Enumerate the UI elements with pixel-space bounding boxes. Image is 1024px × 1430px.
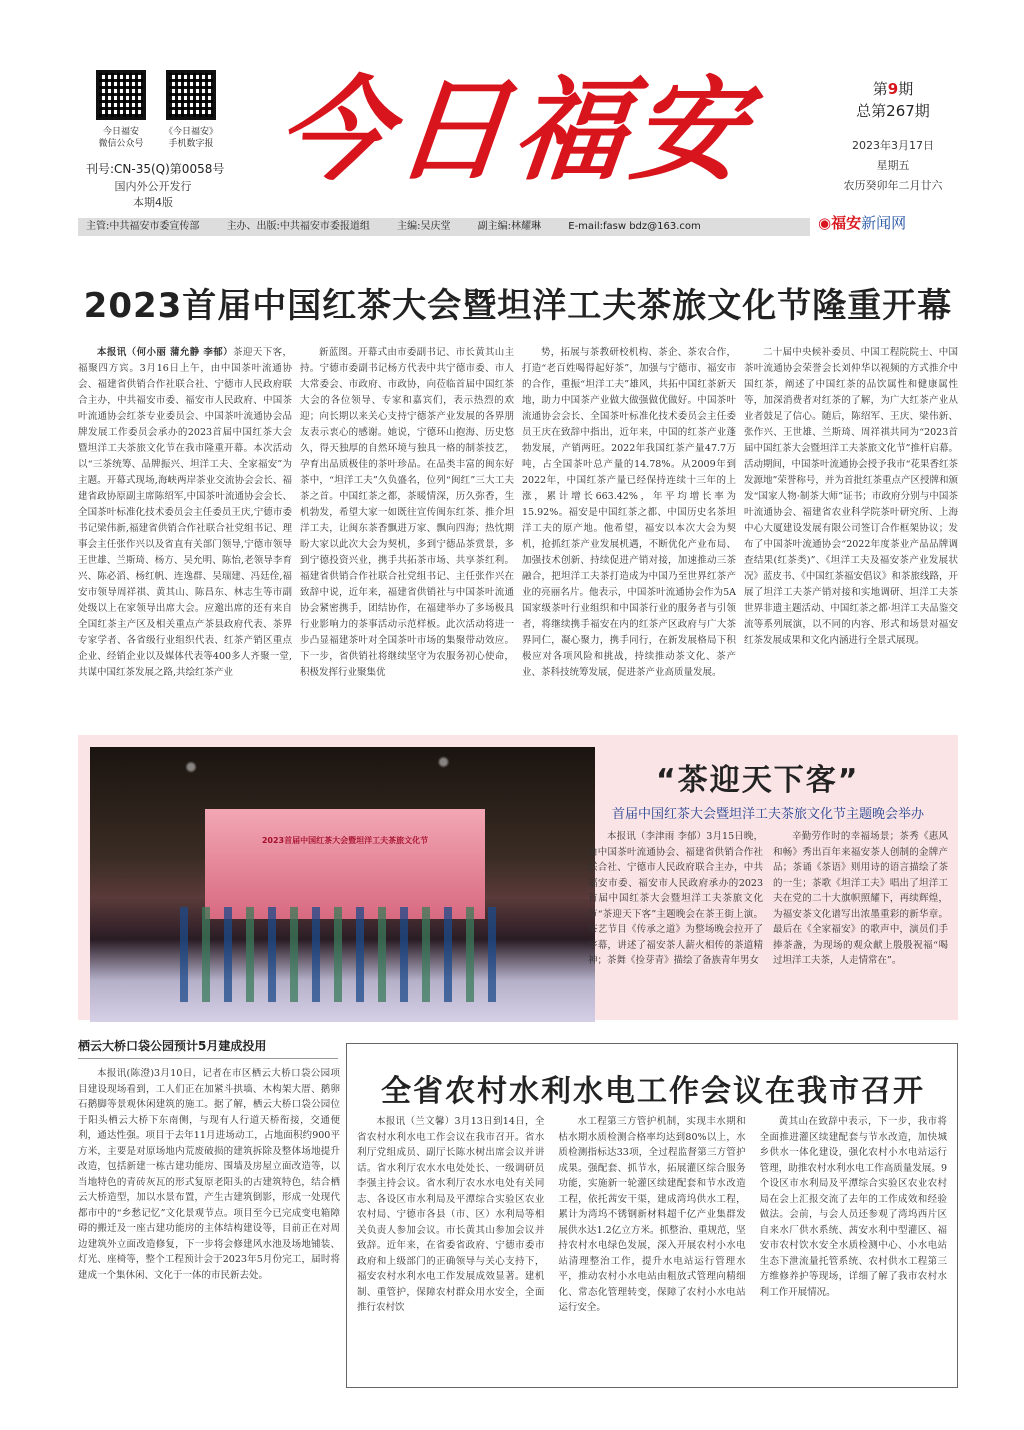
stage-lights [90, 747, 595, 797]
issue-info [828, 78, 958, 196]
issn: 刊号:CN-35(Q)第0058号 [86, 162, 225, 176]
main-article-column: 二十届中央候补委员、中国工程院院士、中国茶叶流通协会荣誉会长刘仲华以视频的方式推介中国红茶，阐述了中国红茶的品饮属性和健康属性等，加深消费者对红茶的了解，为广大红茶产业从业者鼓足了信心。随后，陈绍军、王庆、梁伟新、张作兴、王世雄、兰斯琦、周祥祺共同为“2023首届中国红茶大会暨坦洋工夫茶旅文化节”推杆启幕。活动期间，中国茶叶流通协会授予我市“花果香红茶发源地”荣誉称号，并为首批红茶重点产区授牌和颁发“国家人物·制茶大师”证书；市政府分别与中国茶叶流通协会、福建省农业科学院茶叶研究所、上海中心大厦建设发展有限公司签订合作框架协议；发布了中国茶叶流通协会“2022年度茶业产品品牌调查结果(红茶类)”、《坦洋工夫及福安茶产业发展状况》蓝皮书、《中国红茶福安倡议》和茶旅线路，开展了坦洋工夫茶产销对接和实地调研、坦洋工夫茶世界非遗主题活动、中国红茶之都·坦洋工夫品鉴交流等系列展演，以不同的内容、形式和场景对福安红茶发展成果和文化内涵进行全景式展现。 [744, 347, 958, 646]
feature-article [588, 829, 948, 1014]
box-headline: 全省农村水利水电工作会议在我市召开 [381, 1074, 925, 1109]
feature-column: 辛勤劳作时的幸福场景；茶秀《惠风和畅》秀出百年来福安茶人创制的金牌产品；茶诵《茶语》则用诗的语言描绘了茶的一生；茶歌《坦洋工夫》唱出了坦洋工夫在党的二十大旗帜照耀下，再续辉煌，为福安茶文化谱写出浓墨重彩的新华章。最后在《全家福安》的歌声中，演员们手捧茶盏，为现场的观众献上殷殷祝福“喝过坦洋工夫茶，人走情常在”。 [773, 831, 948, 966]
editor: 主编:吴庆堂 [397, 221, 451, 232]
stage-banner-text: 2023首届中国红茶大会暨坦洋工夫茶旅文化节 [261, 836, 429, 845]
newspaper-logo: 今日福安 [271, 65, 757, 196]
main-headline: 2023首届中国红茶大会暨坦洋工夫茶旅文化节隆重开幕 [83, 286, 953, 326]
box-article-body [357, 1114, 947, 1384]
publisher: 主办、出版:中共福安市委报道组 [226, 221, 370, 232]
divider [78, 1058, 338, 1059]
main-article-column: 新蓝图。开幕式由市委副书记、市长黄其山主持。宁德市委副书记杨方代表中共宁德市委、市人大常委会、市政府、市政协，向莅临首届中国红茶大会的各位领导、专家和嘉宾们，表示热烈的欢迎；向长期以来关心支持宁德茶产业发展的各界朋友表示衷心的感谢。她说，宁德环山抱海、历史悠久，得天独厚的自然环境与独具一格的制茶技艺，孕育出品质极佳的茶叶珍品。在品类丰富的闽东好茶中，“坦洋工夫”久负盛名，位列“闽红”三大工夫茶之首。中国红茶之都，茶暖情深，历久弥香，生机勃发，希望大家一如既往宣传闽东红茶、推介坦洋工夫，让闽东茶香飘进万家、飘向四海；热忱期盼大家以此次大会为契机，多到宁德品茶赏景，多到宁德投资兴业，携手共拓茶市场、共享茶红利。福建省供销合作社联合社党组书记、主任张作兴在致辞中说，近年来，福建省供销社与中国茶叶流通协会紧密携手，团结协作，在福建举办了多场极具行业影响力的茶事活动示范样板。此次活动将进一步凸显福建茶叶对全国茶叶市场的集聚带动效应。下一步，省供销社将继续坚守为农服务初心使命，积极发挥行业聚集优 [300, 347, 514, 678]
qr1-caption: 今日福安 微信公众号 [98, 127, 144, 149]
wechat-qr-code[interactable] [96, 70, 146, 120]
main-article [78, 345, 958, 725]
stage-backdrop [205, 809, 485, 919]
feature-title: “茶迎天下客” [656, 763, 860, 798]
sponsor: 主管:中共福安市委宣传部 [86, 221, 200, 232]
page-count: 本期4版 [133, 196, 173, 209]
box-column: 黄其山在致辞中表示，下一步，我市将全面推进灌区续建配套与节水改造，加快城乡供水一体化建设，强化农村小水电站运行管理，助推农村水利水电工作高质量发展。9个设区市水利局及平潭综合实验区农业农村局在会上汇报交流了去年的工作成效和经验做法。会前，与会人员还参观了湾坞西片区自来水厂供水系统、茜安水利中型灌区、福安市农村饮水安全水质检测中心、小水电站生态下泄流量托管系统、农村供水工程第三方维修养护等现场，详细了解了我市农村水利工作开展情况。 [759, 1116, 947, 1298]
total-issue: 总第267期 [856, 102, 930, 120]
mobile-edition-qr-code[interactable] [166, 70, 216, 120]
email[interactable]: E-mail:fasw bdz@163.com [568, 221, 701, 232]
feature-subtitle: 首届中国红茶大会暨坦洋工夫茶旅文化节主题晚会举办 [611, 807, 924, 822]
box-column: 本报讯（兰文馨）3月13日到14日，全省农村水利水电工作会议在我市召开。省水利厅党组成员、副厅长陈水树出席会议并讲话。省水利厅农水水电处处长、一级调研员李强主持会议。省水利厅农水水电处有关同志、各设区市水利局及平潭综合实验区农业农村局、宁德市各县（市、区）水利局等相关负责人参加会议。市长黄其山参加会议并致辞。近年来，在省委省政府、宁德市委市政府和上级部门的正确领导与关心支持下，福安农村水利水电工作发展成效显著。建机制、重管护，保障农村群众用水安全，全面推行农村饮 [357, 1116, 545, 1313]
issue-date: 2023年3月17日 星期五 农历癸卯年二月廿六 [843, 139, 943, 192]
distribution: 国内外公开发行 [114, 180, 192, 193]
main-article-column: 本报讯（何小丽 蒲允静 李郁）茶迎天下客，福聚四方宾。3月16日上午，由中国茶叶流通协会、福建省供销合作社联合社、宁德市人民政府联合主办，中共福安市委、福安市人民政府、中国茶叶流通协会红茶专业委员会、中国茶叶流通协会品牌发展工作委员会承办的2023首届中国红茶大会暨坦洋工夫茶旅文化节在我市隆重开幕。本次活动以“三茶统筹、品牌振兴、坦洋工夫、全家福安”为主题。开幕式现场,海峡两岸茶业交流协会会长、福建省政协原副主席陈绍军,中国茶叶流通协会会长、全国茶叶标准化技术委员会主任委员王庆,宁德市委书记梁伟新,福建省供销合作社联合社党组书记、理事会主任张作兴以及省直有关部门领导,宁德市领导王世雄、兰斯琦、杨方、吴允明、陈怡,老领导李育兴、陈必滔、杨红帆、连逸群、吴瑞建、冯廷佺,福安市领导周祥祺、黄其山、陈昌东、林志生等市副处级以上在家领导出席大会。应邀出席的还有来自全国红茶主产区及相关重点产茶县政府代表、茶界专家学者、各省级行业组织代表、红茶产销区重点企业、经销企业以及媒体代表等400多人齐聚一堂,共谋中国红茶发展之路,共绘红茶产业 [78, 347, 292, 678]
qr2-caption: 《今日福安》 手机数字报 [163, 127, 218, 149]
issue-number: 第9期 [872, 80, 914, 98]
performers [180, 907, 510, 1002]
feature-column: 本报讯（李津雨 李郁）3月15日晚，由中国茶叶流通协会、福建省供销合作社联合社、宁德市人民政府联合主办，中共福安市委、福安市人民政府承办的2023首届中国红茶大会暨坦洋工夫茶旅文化节“茶迎天下客”主题晚会在茶王街上演。茶艺节目《传承之道》为整场晚会拉开了序幕，讲述了福安茶人薪火相传的茶道精神；茶舞《捡芽青》描绘了备族青年男女 [588, 831, 763, 966]
evening-gala-photo [90, 747, 595, 1022]
main-article-column: 势，拓展与茶教研校机构、茶企、茶农合作，打造“老百姓喝得起好茶”，加强与宁德市、福安市的合作，重振“坦洋工夫”雄风，共拓中国红茶新天地，助力中国茶产业做大做强做优做好。中国茶叶流通协会会长、全国茶叶标准化技术委员会主任委员王庆在致辞中指出，近年来，中国的红茶产业蓬勃发展，产销两旺。2022年我国红茶产量47.7万吨，占全国茶叶总产量的14.78%。从2009年到2022年，中国红茶产量已经保持连续十三年的上涨，累计增长663.42%，年平均增长率为15.92%。福安是中国红茶之都、中国历史名茶坦洋工夫的原产地。他希望，福安以本次大会为契机，抢抓红茶产业发展机遇，不断优化产业布局、加强技术创新、持续促进产销对接，加速推动三茶融合，把坦洋工夫茶打造成为中国乃至世界红茶产业的亮丽名片。他表示，中国茶叶流通协会作为5A国家级茶叶行业组织和中国茶行业的服务者与引领者，将继续携手福安在内的红茶产区政府与广大茶界同仁，凝心聚力，携手同行，在新发展格局下积极应对各项风险和挑战，持续推动茶文化、茶产业、茶科技统筹发展，促进茶产业高质量发展。 [522, 347, 736, 678]
box-column: 水工程第三方管护机制，实现丰水期和枯水期水质检测合格率均达到80%以上，水质检测指标达33项，全过程监督第三方管护成果。强配套、抓节水，拓展灌区综合服务功能，实施新一轮灌区续建配套和节水改造工程，依托茜安干渠，建成湾坞供水工程，累计为湾坞不锈钢新材料超千亿产业集群发展供水达1.2亿立方米。抓整治、重规范，坚持农村水电绿色发展，深入开展农村小水电站清理整治工作，提升水电站运行管理水平，推动农村小水电站由粗放式管理向精细化、常态化管理转变，保障了农村小水电站运行安全。 [558, 1116, 746, 1313]
deputy-editor: 副主编:林耀琳 [477, 221, 542, 232]
side-article-title: 栖云大桥口袋公园预计5月建成投用 [78, 1039, 267, 1053]
news-site-logo[interactable]: ◉福安新闻网 [818, 214, 907, 232]
side-article-body: 本报讯(陈澄)3月10日，记者在市区栖云大桥口袋公园项目建设现场看到，工人们正在加紧斗拱墙、木构架大厝、鹅卵石鹅脚等景观休闲建筑的施工。据了解，栖云大桥口袋公园位于阳头栖云大桥下东南侧，与现有人行道天桥衔接，交通便利，通达性强。项目于去年11月进场动工，占地面积约900平方米，主要是对原场地内荒废破损的建筑拆除及整体场地提升改造，包括新建一栋古建功能房、围墙及房屋立面改造等，以当地特色的青砖灰瓦的形式复原老阳头的古建筑特色，结合栖云大桥造型，加以水景布置，产生古建筑倒影，形成一处现代都市中的“乡愁记忆”文化景观节点。项目至今已完成变电箱障碍的搬迁及一座古建功能房的主体结构建设等，目前正在对周边建筑外立面改造修复，下一步将会修建风水池及场地铺装、灯光、座椅等，整个工程预计会于2023年5月份完工，届时将建成一个集休闲、文化于一体的市民新去处。 [78, 1068, 340, 1281]
feature-section [78, 735, 958, 1020]
masthead [78, 65, 958, 218]
water-conference-article [346, 1043, 958, 1388]
publication-info-bar [78, 218, 810, 236]
